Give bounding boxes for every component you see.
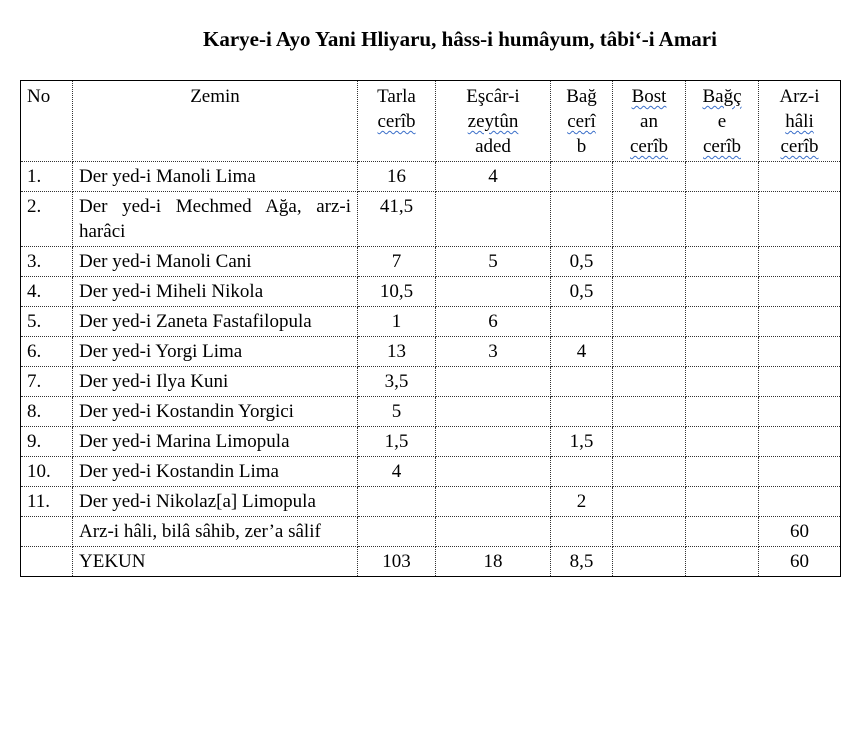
header-arz-line-3: cerîb	[780, 136, 819, 157]
row-tarla: 10,5	[358, 277, 436, 307]
row-arz: 60	[759, 517, 841, 547]
row-bag: 0,5	[551, 277, 613, 307]
header-bagce-line-3: cerîb	[703, 136, 741, 157]
row-bostan	[613, 337, 686, 367]
header-bag-line-2: cerî	[567, 111, 596, 132]
row-tarla	[358, 517, 436, 547]
row-arz	[759, 397, 841, 427]
row-tarla: 7	[358, 247, 436, 277]
row-bostan	[613, 517, 686, 547]
row-bagce	[686, 247, 759, 277]
row-no: 5.	[21, 307, 73, 337]
row-bostan	[613, 397, 686, 427]
header-arz-line-2: hâli	[785, 111, 814, 132]
header-bag	[551, 81, 613, 162]
row-zemin: Der yed-i Zaneta Fastafilopula	[73, 307, 358, 337]
row-arz	[759, 337, 841, 367]
row-bag: 4	[551, 337, 613, 367]
row-no: 7.	[21, 367, 73, 397]
row-bag: 0,5	[551, 247, 613, 277]
row-no: 3.	[21, 247, 73, 277]
header-arz-line-1: Arz-i	[779, 86, 820, 107]
row-no: 4.	[21, 277, 73, 307]
row-bag	[551, 457, 613, 487]
row-zemin: Der yed-i Marina Limopula	[73, 427, 358, 457]
row-bostan	[613, 192, 686, 247]
row-escar	[436, 277, 551, 307]
row-escar	[436, 517, 551, 547]
row-tarla: 16	[358, 162, 436, 192]
header-escar-line-2: zeytûn	[467, 111, 519, 132]
header-escar	[436, 81, 551, 162]
row-no	[21, 517, 73, 547]
row-tarla: 4	[358, 457, 436, 487]
row-zemin: Der yed-i Manoli Lima	[73, 162, 358, 192]
row-escar	[436, 427, 551, 457]
row-bag	[551, 162, 613, 192]
header-arz	[759, 81, 841, 162]
row-bostan	[613, 247, 686, 277]
row-zemin: Der yed-i Kostandin Lima	[73, 457, 358, 487]
row-arz	[759, 457, 841, 487]
row-bagce	[686, 487, 759, 517]
row-tarla: 1	[358, 307, 436, 337]
header-bostan	[613, 81, 686, 162]
row-bostan	[613, 367, 686, 397]
row-zemin: Der yed-i Nikolaz[a] Limopula	[73, 487, 358, 517]
table-row	[21, 192, 841, 247]
row-bagce	[686, 337, 759, 367]
total-row	[21, 547, 841, 577]
row-arz: 60	[759, 547, 841, 577]
row-zemin: Der yed-i Miheli Nikola	[73, 277, 358, 307]
row-bagce	[686, 162, 759, 192]
row-zemin: Der yed-i Kostandin Yorgici	[73, 397, 358, 427]
row-bostan	[613, 427, 686, 457]
row-arz	[759, 307, 841, 337]
table-row	[21, 307, 841, 337]
row-escar: 5	[436, 247, 551, 277]
header-tarla-line-1: Tarla	[377, 86, 416, 107]
row-bag	[551, 397, 613, 427]
header-bagce-line-2: e	[717, 111, 727, 132]
row-no: 6.	[21, 337, 73, 367]
row-arz	[759, 427, 841, 457]
row-tarla: 1,5	[358, 427, 436, 457]
row-bostan	[613, 162, 686, 192]
row-bag	[551, 517, 613, 547]
row-bagce	[686, 457, 759, 487]
row-arz	[759, 277, 841, 307]
header-bag-line-3: b	[576, 136, 587, 157]
table-row	[21, 162, 841, 192]
row-escar	[436, 397, 551, 427]
row-arz	[759, 247, 841, 277]
row-zemin: Der yed-i Ilya Kuni	[73, 367, 358, 397]
row-arz	[759, 192, 841, 247]
row-escar	[436, 487, 551, 517]
row-tarla: 3,5	[358, 367, 436, 397]
row-escar	[436, 457, 551, 487]
row-bag: 8,5	[551, 547, 613, 577]
row-zemin: Der yed-i Mechmed Ağa, arz-i harâci	[73, 192, 358, 247]
header-row	[21, 81, 841, 162]
row-bagce	[686, 517, 759, 547]
row-no: 2.	[21, 192, 73, 247]
table-row	[21, 277, 841, 307]
row-bag	[551, 307, 613, 337]
land-register-table	[20, 80, 841, 577]
header-tarla-line-2: cerîb	[377, 111, 416, 132]
row-bostan	[613, 307, 686, 337]
row-zemin: Arz-i hâli, bilâ sâhib, zer’a sâlif	[73, 517, 358, 547]
table-row	[21, 487, 841, 517]
table-row	[21, 247, 841, 277]
row-no	[21, 547, 73, 577]
row-tarla: 13	[358, 337, 436, 367]
row-arz	[759, 367, 841, 397]
row-bostan	[613, 457, 686, 487]
row-bagce	[686, 367, 759, 397]
row-bagce	[686, 427, 759, 457]
row-escar	[436, 192, 551, 247]
row-bagce	[686, 307, 759, 337]
header-tarla	[358, 81, 436, 162]
table-row	[21, 367, 841, 397]
row-arz	[759, 487, 841, 517]
row-zemin: Der yed-i Yorgi Lima	[73, 337, 358, 367]
header-bostan-line-2: an	[640, 111, 658, 132]
header-no: No	[21, 81, 73, 162]
row-no: 10.	[21, 457, 73, 487]
header-escar-line-1: Eşcâr-i	[466, 86, 520, 107]
row-tarla: 103	[358, 547, 436, 577]
document-title: Karye-i Ayo Yani Hliyaru, hâss-i humâyum, tâbi‘-i Amari	[203, 27, 717, 51]
row-zemin: Der yed-i Manoli Cani	[73, 247, 358, 277]
row-tarla: 5	[358, 397, 436, 427]
table-row	[21, 427, 841, 457]
row-no: 9.	[21, 427, 73, 457]
table-row	[21, 517, 841, 547]
row-bagce	[686, 397, 759, 427]
header-bostan-line-3: cerîb	[630, 136, 668, 157]
header-zemin: Zemin	[73, 81, 358, 162]
row-bagce	[686, 547, 759, 577]
header-bagce	[686, 81, 759, 162]
row-bagce	[686, 192, 759, 247]
row-no: 11.	[21, 487, 73, 517]
table-row	[21, 397, 841, 427]
row-arz	[759, 162, 841, 192]
row-bag	[551, 367, 613, 397]
row-escar: 4	[436, 162, 551, 192]
header-escar-line-3: aded	[475, 136, 511, 157]
row-bagce	[686, 277, 759, 307]
header-bostan-line-1: Bost	[631, 86, 667, 107]
header-bagce-line-1: Bağç	[702, 86, 742, 107]
row-escar: 18	[436, 547, 551, 577]
row-escar	[436, 367, 551, 397]
row-bag: 1,5	[551, 427, 613, 457]
row-bostan	[613, 487, 686, 517]
row-bag	[551, 192, 613, 247]
table-row	[21, 457, 841, 487]
table-row	[21, 337, 841, 367]
header-bag-line-1: Bağ	[566, 86, 597, 107]
row-no: 8.	[21, 397, 73, 427]
row-bostan	[613, 277, 686, 307]
row-bostan	[613, 547, 686, 577]
row-bag: 2	[551, 487, 613, 517]
row-tarla: 41,5	[358, 192, 436, 247]
row-tarla	[358, 487, 436, 517]
row-escar: 6	[436, 307, 551, 337]
row-escar: 3	[436, 337, 551, 367]
row-no: 1.	[21, 162, 73, 192]
row-zemin: YEKUN	[73, 547, 358, 577]
